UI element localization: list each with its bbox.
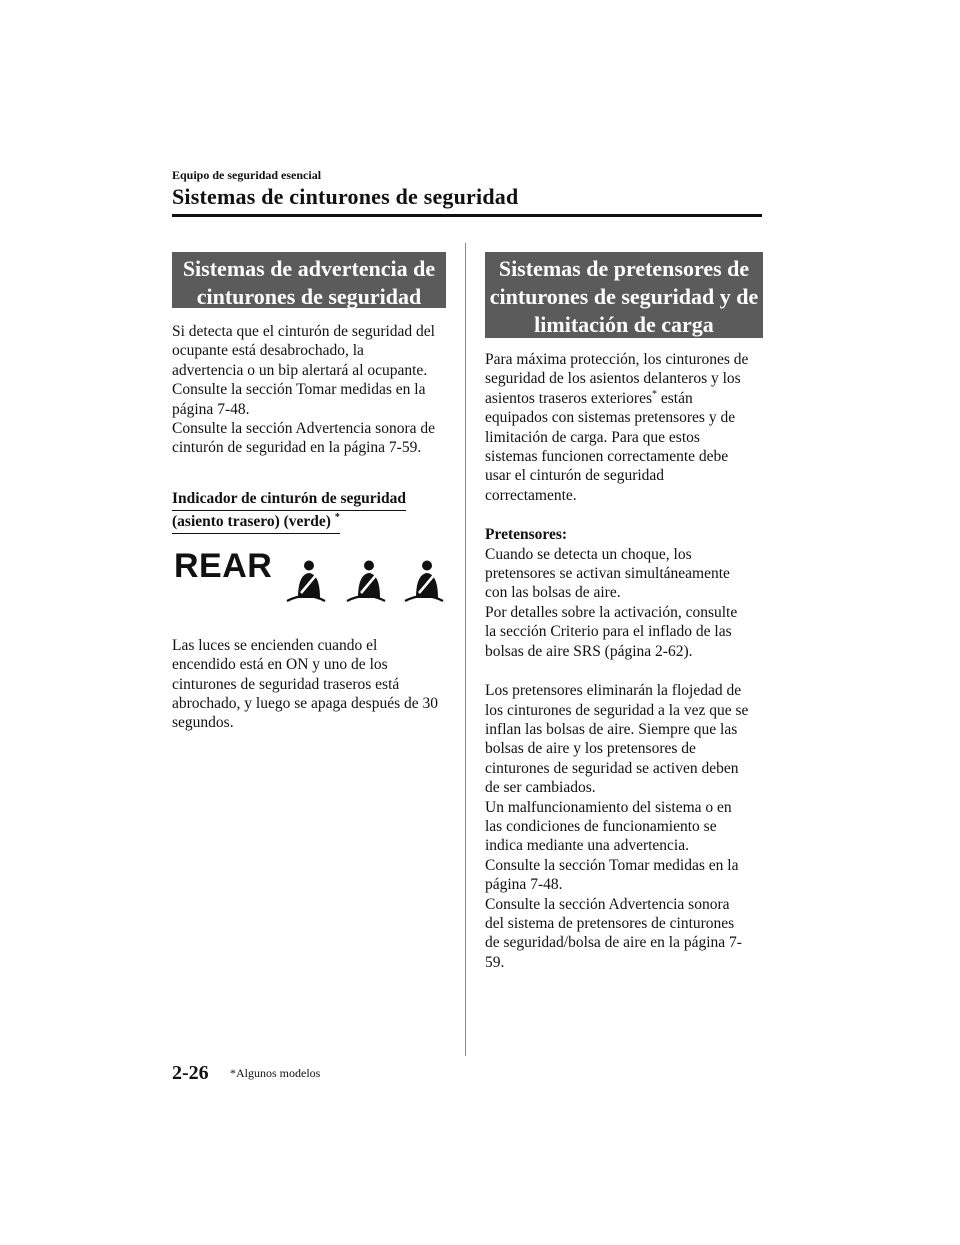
text-line: segundos. [172, 714, 234, 732]
some-models-mark: * [652, 388, 657, 400]
rear-seatbelt-indicator [172, 546, 446, 606]
column-divider [465, 243, 466, 1056]
text-line: inflan las bolsas de aire. Siempre que las [485, 720, 738, 738]
rear-label: REAR [174, 546, 273, 585]
text-line: 59. [485, 953, 505, 971]
text-line: Para máxima protección, los cinturones de [485, 351, 749, 368]
text-line: sistemas funcionen correctamente debe [485, 448, 729, 466]
text-line: página 7-48. [172, 400, 250, 418]
text-segment: están [657, 389, 693, 407]
pretensores-label: Pretensores: [485, 526, 568, 544]
subheading-line [172, 511, 340, 534]
seatbelt-icon [284, 560, 328, 604]
section-label: Equipo de seguridad esencial [172, 168, 322, 182]
text-line: bolsas de aire SRS (página 2-62). [485, 642, 693, 660]
text-line: de seguridad/bolsa de aire en la página 7- [485, 934, 742, 952]
subheading-text: (asiento trasero) (verde) [172, 512, 331, 530]
text-line: Consulte la sección Advertencia sonora [485, 895, 730, 913]
text-line: Las luces se encienden cuando el [172, 636, 378, 654]
pretensioner-intro [485, 350, 763, 505]
pretensores-details [485, 681, 763, 972]
text-line: Consulte la sección Tomar medidas en la [485, 856, 739, 874]
indicator-description [172, 636, 446, 733]
text-line: Cuando se detecta un choque, los [485, 545, 692, 563]
right-column [485, 252, 763, 972]
text-line: ocupante está desabrochado, la [172, 342, 364, 360]
text-line: del sistema de pretensores de cinturones [485, 914, 735, 932]
subheading-line: Indicador de cinturón de seguridad [172, 488, 406, 511]
warning-intro [172, 322, 446, 458]
text-line: usar el cinturón de seguridad [485, 467, 665, 485]
warning-section-heading: Sistemas de advertencia de cinturones de seguridad [172, 252, 446, 308]
text-line: encendido está en ON y uno de los [172, 656, 388, 674]
text-line: cinturón de seguridad en la página 7-59. [172, 439, 422, 457]
text-line [485, 389, 763, 408]
footnote: *Algunos modelos [230, 1066, 321, 1080]
text-line: abrochado, y luego se apaga después de 30 [172, 695, 438, 713]
text-line: seguridad de los asientos delanteros y los [485, 370, 741, 388]
text-line: cinturones de seguridad traseros está [172, 675, 400, 693]
text-line: Por detalles sobre la activación, consulte [485, 603, 738, 621]
text-line: los cinturones de seguridad a la vez que se [485, 701, 749, 719]
text-line: las condiciones de funcionamiento se [485, 817, 717, 835]
text-line: limitación de carga. Para que estos [485, 428, 700, 446]
text-line: Consulte la sección Tomar medidas en la [172, 381, 426, 399]
text-line: cinturones de seguridad se activen deben [485, 759, 739, 777]
seatbelt-icon [344, 560, 388, 604]
seatbelt-icon [402, 560, 446, 604]
text-line: advertencia o un bip alertará al ocupante. [172, 361, 428, 379]
text-line: la sección Criterio para el inflado de las [485, 623, 732, 641]
text-line: Los pretensores eliminarán la flojedad de [485, 682, 742, 700]
text-line: de ser cambiados. [485, 779, 596, 797]
pretensores-description [485, 545, 763, 661]
some-models-mark: * [334, 511, 340, 523]
text-line: pretensores se activan simultáneamente [485, 565, 730, 583]
chapter-title: Sistemas de cinturones de seguridad [172, 184, 519, 209]
text-line: Un malfuncionamiento del sistema o en [485, 798, 732, 816]
rear-indicator-subheading [172, 488, 446, 534]
text-line: equipados con sistemas pretensores y de [485, 409, 736, 427]
pretensioner-section-heading: Sistemas de pretensores de cinturones de seguridad y de limitación de carga [485, 252, 763, 338]
left-column [172, 252, 446, 733]
text-line: página 7-48. [485, 876, 563, 894]
text-line: bolsas de aire y los pretensores de [485, 740, 696, 758]
chapter-rule [172, 214, 762, 217]
page-number: 2-26 [172, 1062, 209, 1084]
text-line: Si detecta que el cinturón de seguridad del [172, 323, 435, 340]
text-line: Consulte la sección Advertencia sonora de [172, 420, 435, 438]
text-line: indica mediante una advertencia. [485, 837, 689, 855]
text-line: con las bolsas de aire. [485, 584, 621, 602]
text-segment: asientos traseros exteriores [485, 389, 652, 407]
text-line: correctamente. [485, 486, 577, 504]
